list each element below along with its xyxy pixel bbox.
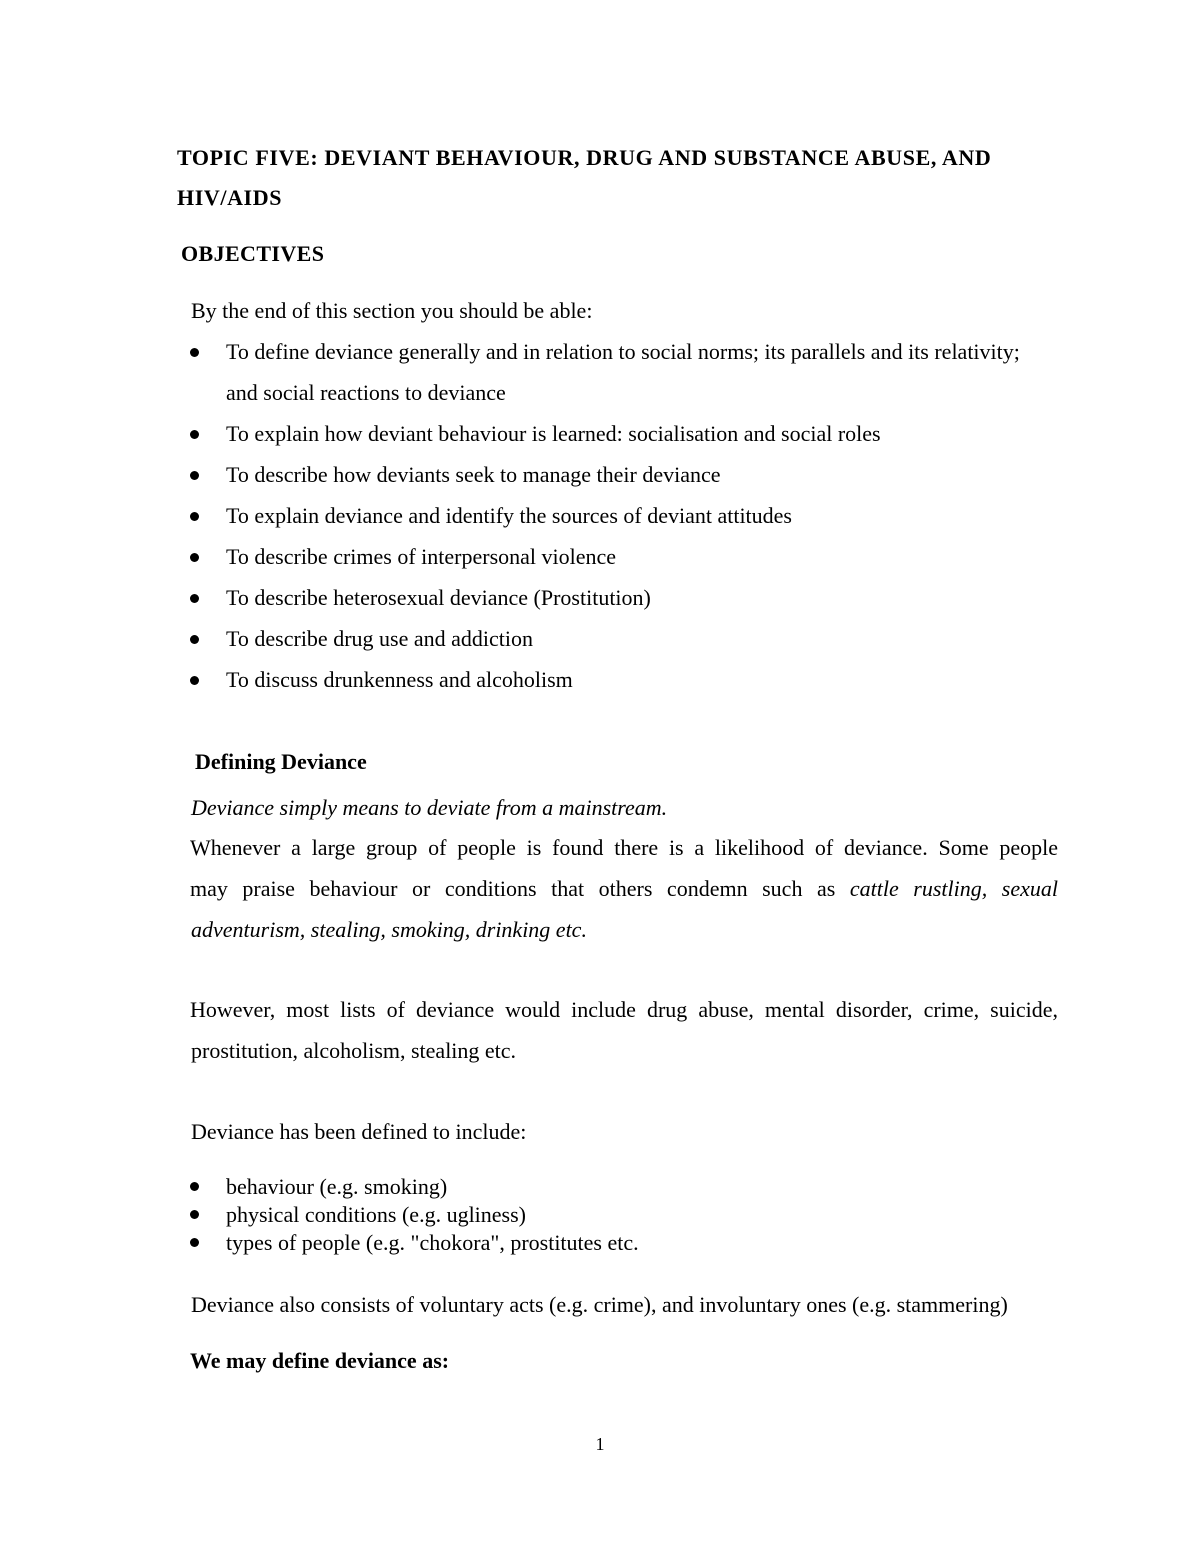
paragraph-1-line-2-italic: cattle rustling, sexual	[849, 876, 1058, 901]
paragraph-1-line-1: Whenever a large group of people is found there is a likelihood of deviance. Some people	[190, 835, 1058, 860]
objective-item: To explain deviance and identify the sources of deviant attitudes	[226, 503, 792, 528]
objective-item: To explain how deviant behaviour is learned: socialisation and social roles	[226, 421, 881, 446]
definition-text: Deviance simply means to deviate from a mainstream.	[191, 795, 668, 820]
page-number: 1	[595, 1434, 605, 1454]
includes-item: physical conditions (e.g. ugliness)	[226, 1202, 527, 1227]
topic-title-line-1: TOPIC FIVE: DEVIANT BEHAVIOUR, DRUG AND SUBSTANCE ABUSE, AND	[177, 145, 992, 170]
bullet-icon	[190, 1238, 199, 1247]
bullet-icon	[190, 512, 199, 521]
bullet-icon	[190, 1210, 199, 1219]
section-heading-defining-deviance: Defining Deviance	[195, 749, 367, 774]
bullet-icon	[190, 1182, 199, 1191]
paragraph-3: Deviance has been defined to include:	[191, 1119, 527, 1144]
define-heading: We may define deviance as:	[190, 1348, 450, 1373]
paragraph-1-line-2	[190, 876, 1058, 902]
bullet-icon	[190, 471, 199, 480]
objective-item: To define deviance generally and in relation to social norms; its parallels and its relativity;	[226, 339, 1020, 364]
definition-italic	[191, 795, 667, 821]
bullet-icon	[190, 594, 199, 603]
objectives-intro: By the end of this section you should be able:	[191, 298, 593, 323]
paragraph-2-line-1: However, most lists of deviance would include drug abuse, mental disorder, crime, suicide,	[190, 997, 1058, 1022]
paragraph-1-line-3-italic: adventurism, stealing, smoking, drinking etc.	[191, 917, 587, 942]
objective-item: To discuss drunkenness and alcoholism	[226, 667, 573, 692]
bullet-icon	[190, 553, 199, 562]
objectives-heading: OBJECTIVES	[181, 241, 325, 266]
includes-item: behaviour (e.g. smoking)	[226, 1174, 448, 1199]
paragraph-1-line-2-plain: may praise behaviour or conditions that others condemn such as	[190, 876, 836, 901]
objective-item: To describe how deviants seek to manage their deviance	[226, 462, 721, 487]
paragraph-4: Deviance also consists of voluntary acts (e.g. crime), and involuntary ones (e.g. stammering)	[191, 1292, 1008, 1317]
paragraph-2-line-2: prostitution, alcoholism, stealing etc.	[191, 1038, 517, 1063]
topic-title-line-2: HIV/AIDS	[177, 185, 283, 210]
includes-item: types of people (e.g. "chokora", prostitutes etc.	[226, 1230, 639, 1255]
paragraph-1-line-3	[191, 917, 587, 943]
objective-item: To describe crimes of interpersonal violence	[226, 544, 617, 569]
bullet-icon	[190, 635, 199, 644]
bullet-icon	[190, 430, 199, 439]
bullet-icon	[190, 676, 199, 685]
bullet-icon	[190, 348, 199, 357]
objective-item-continuation: and social reactions to deviance	[226, 380, 506, 405]
objective-item: To describe heterosexual deviance (Prostitution)	[226, 585, 651, 610]
objective-item: To describe drug use and addiction	[226, 626, 533, 651]
